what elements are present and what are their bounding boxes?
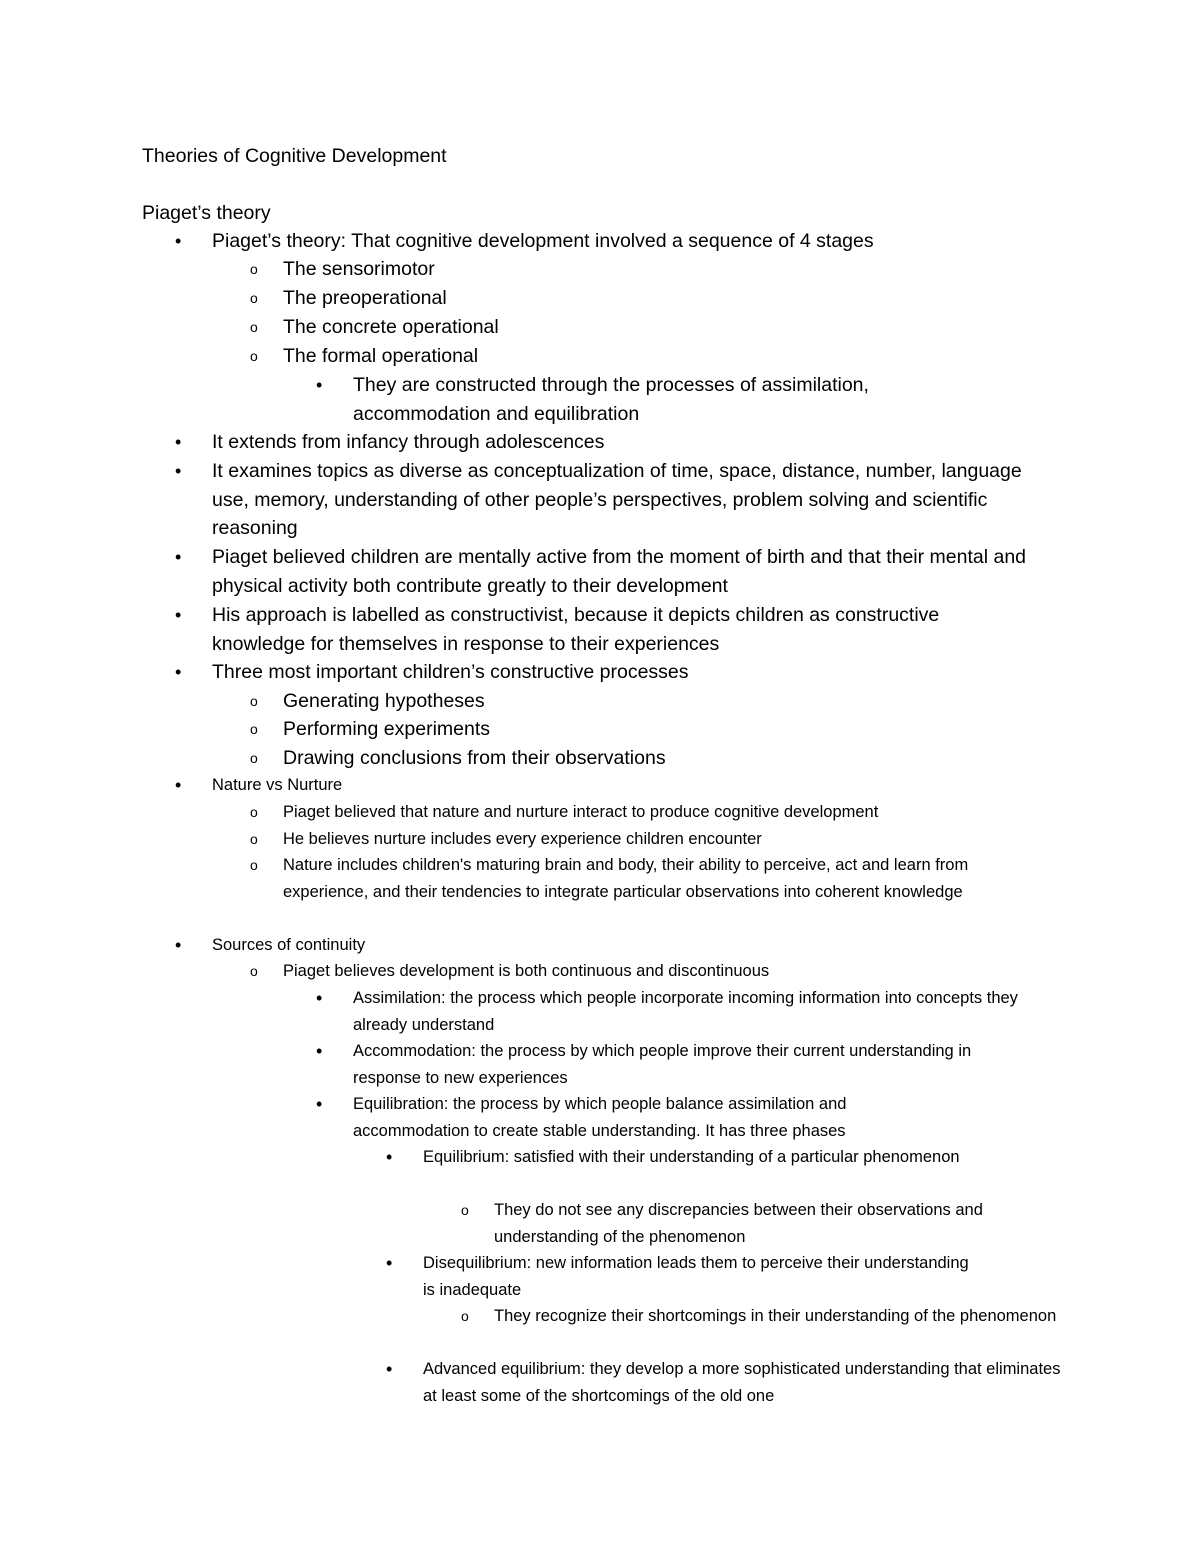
hollow-bullet-icon	[250, 687, 258, 716]
bullet-icon	[175, 457, 181, 486]
hollow-bullet-icon	[461, 1197, 469, 1224]
list-item: o Nature includes children's maturing brain and body, their ability to perceive, act and learn from experience, and their tendencies to integrate particular observations into coherent knowledge	[283, 852, 1035, 905]
list-item: • It extends from infancy through adolescences	[212, 428, 1060, 457]
hollow-bullet-icon	[250, 744, 258, 773]
bullet-icon	[175, 428, 181, 457]
bullet-icon	[386, 1144, 392, 1171]
bullet-icon	[175, 658, 181, 687]
bullet-icon	[386, 1250, 392, 1277]
list-item: • His approach is labelled as constructivist, because it depicts children as constructive knowledge for themselves in response to their experiences	[212, 601, 1030, 658]
bullet-icon	[316, 1038, 322, 1065]
list-item: • Disequilibrium: new information leads them to perceive their understanding is inadequate	[423, 1250, 975, 1303]
list-item: o Generating hypotheses	[283, 687, 1060, 716]
list-item: o Piaget believed that nature and nurture interact to produce cognitive development	[283, 799, 1060, 826]
hollow-bullet-icon	[250, 826, 258, 853]
list-item: • Nature vs Nurture	[212, 772, 1060, 799]
bullet-icon	[175, 543, 181, 572]
list-item: • Equilibrium: satisfied with their understanding of a particular phenomenon	[423, 1144, 975, 1171]
list-item: o The formal operational	[283, 342, 1060, 371]
bullet-icon	[175, 772, 181, 799]
list-item: o Drawing conclusions from their observations	[283, 744, 1060, 773]
bullet-icon	[175, 932, 181, 959]
hollow-bullet-icon	[250, 852, 258, 879]
list-item: • It examines topics as diverse as conceptualization of time, space, distance, number, language use, memory, understanding of other people’s perspectives, problem solving and scientific reasoning	[212, 457, 1050, 543]
list-item: o He believes nurture includes every experience children encounter	[283, 826, 1060, 853]
hollow-bullet-icon	[250, 313, 258, 342]
hollow-bullet-icon	[250, 799, 258, 826]
list-item: • They are constructed through the processes of assimilation, accommodation and equilibration	[353, 371, 930, 428]
list-item: • Accommodation: the process by which people improve their current understanding in response to new experiences	[353, 1038, 980, 1091]
list-item: • Equilibration: the process by which people balance assimilation and accommodation to create stable understanding. It has three phases	[353, 1091, 960, 1144]
bullet-icon	[175, 601, 181, 630]
list-item: o They do not see any discrepancies between their observations and understanding of the phenomenon	[494, 1197, 1050, 1250]
list-item: o They recognize their shortcomings in their understanding of the phenomenon	[494, 1303, 1060, 1330]
list-item: o Piaget believes development is both continuous and discontinuous	[283, 958, 1060, 985]
list-item: • Three most important children’s constructive processes	[212, 658, 1060, 687]
hollow-bullet-icon	[250, 284, 258, 313]
bullet-icon	[316, 985, 322, 1012]
hollow-bullet-icon	[250, 255, 258, 284]
list-item: • Assimilation: the process which people incorporate incoming information into concepts they already understand	[353, 985, 1045, 1038]
bullet-icon	[316, 371, 322, 400]
bullet-icon	[386, 1356, 392, 1383]
list-item: • Piaget’s theory: That cognitive development involved a sequence of 4 stages	[212, 227, 1060, 256]
hollow-bullet-icon	[250, 342, 258, 371]
bullet-icon	[316, 1091, 322, 1118]
list-item: • Sources of continuity	[212, 932, 1060, 959]
list-item: o The sensorimotor	[283, 255, 1060, 284]
hollow-bullet-icon	[250, 715, 258, 744]
bullet-icon	[175, 227, 181, 256]
list-item: o The concrete operational	[283, 313, 1060, 342]
hollow-bullet-icon	[250, 958, 258, 985]
list-item: • Piaget believed children are mentally active from the moment of birth and that their mental and physical activity both contribute greatly to their development	[212, 543, 1030, 600]
list-item: o The preoperational	[283, 284, 1060, 313]
section-heading: Piaget’s theory	[142, 202, 271, 224]
list-item: o Performing experiments	[283, 715, 1060, 744]
hollow-bullet-icon	[461, 1303, 469, 1330]
list-item: • Advanced equilibrium: they develop a more sophisticated understanding that eliminates at least some of the shortcomings of the old one	[423, 1356, 1065, 1409]
document-title: Theories of Cognitive Development	[142, 145, 447, 167]
